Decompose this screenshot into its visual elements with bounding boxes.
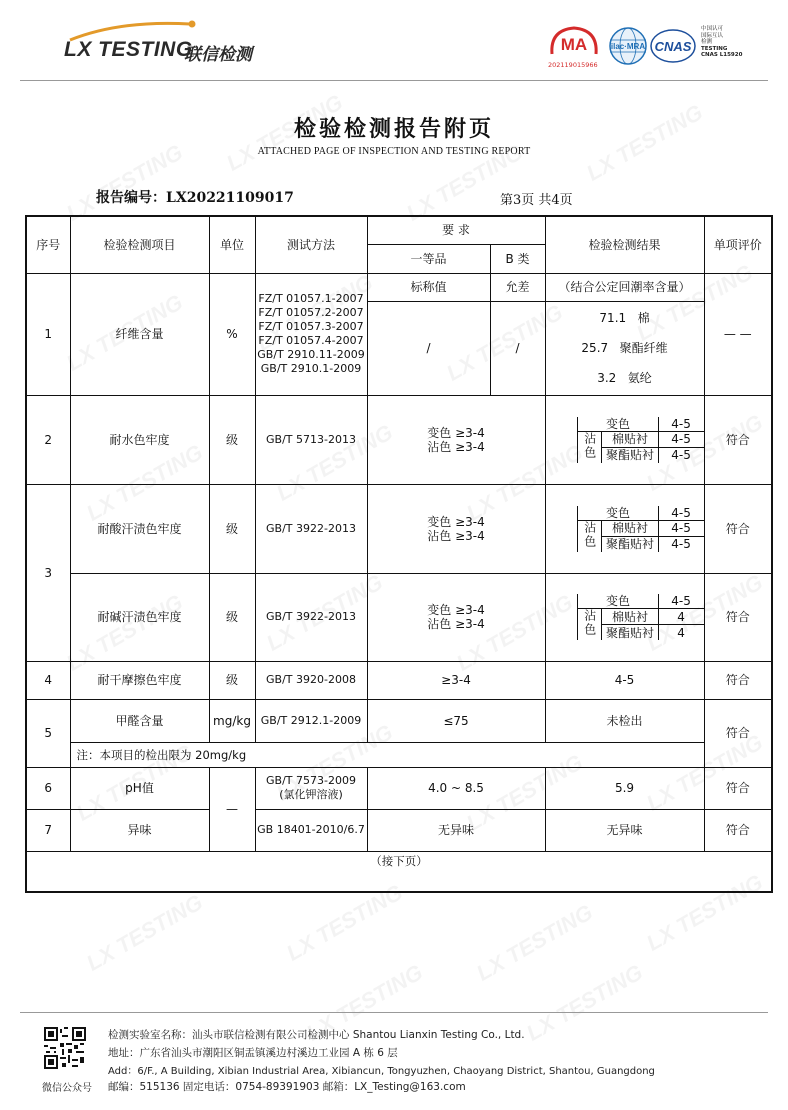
footer-address-en: Add：6/F., A Building, Xibian Industrial Area, Xibiancun, Tongyuzhen, Chaoyang District, Shantou, Guangdong	[108, 1066, 655, 1077]
continued-note: （接下页）	[26, 851, 772, 892]
fiber-unit: %	[209, 273, 255, 395]
header-seq: 序号	[26, 216, 70, 273]
header-divider	[20, 80, 768, 81]
fiber-methods: FZ/T 01057.1-2007 FZ/T 01057.2-2007 FZ/T 01057.3-2007 FZ/T 01057.4-2007 GB/T 2910.11-2009 GB/T 2910.1-2009	[255, 273, 367, 395]
page-info: 第3页 共4页	[500, 193, 573, 208]
fiber-tolerance-label: 允差	[490, 273, 545, 301]
colorfast-row-water: 2 耐水色牢度 级 GB/T 5713-2013 变色 ≥3-4 沾色 ≥3-4 变色 4-5 沾色 棉贴衬 4-5 聚酯贴衬 4-5 符合	[26, 395, 772, 484]
watermark-text	[522, 959, 647, 1046]
fiber-result-label: （结合公定回潮率含量）	[545, 273, 704, 301]
header-result: 检验检测结果	[545, 216, 704, 273]
odor-row: 7 异味 GB 18401-2010/6.7 无异味 无异味 符合	[26, 809, 772, 851]
formaldehyde-row: 5 甲醛含量 mg/kg GB/T 2912.1-2009 ≤75 未检出 符合	[26, 699, 772, 742]
formaldehyde-note: 注：本项目的检出限为 20mg/kg	[70, 742, 704, 767]
colorfast-result-cell: 变色 4-5 沾色 棉贴衬 4-5 聚酯贴衬 4-5	[545, 484, 704, 573]
fiber-result-item: 25.7 聚酯纤维	[581, 341, 668, 355]
svg-text:CNAS: CNAS	[654, 39, 692, 54]
wechat-qr-code-icon	[44, 1027, 86, 1069]
svg-text:ilac·MRA: ilac·MRA	[610, 42, 646, 51]
header-requirement: 要 求	[367, 216, 545, 244]
header-gradeB: B 类	[490, 244, 545, 273]
cnas-caption: 中国认可 国际互认 检测 TESTING CNAS L15920	[701, 26, 743, 59]
report-number-value: LX20221109017	[166, 190, 294, 206]
report-number-label: 报告编号：	[96, 190, 166, 206]
fiber-tolerance: /	[490, 301, 545, 395]
company-logo-text: LX TESTING	[64, 38, 193, 61]
results-table	[25, 215, 773, 893]
fiber-nominal: /	[367, 301, 490, 395]
ilac-globe-icon	[608, 26, 648, 66]
report-subtitle: ATTACHED PAGE OF INSPECTION AND TESTING REPORT	[257, 146, 531, 157]
footer-lab: 检测实验室名称：汕头市联信检测有限公司检测中心 Shantou Lianxin Testing Co., Ltd.	[108, 1029, 525, 1041]
header-unit: 单位	[209, 216, 255, 273]
cma-mark	[548, 26, 600, 69]
colorfast-row-alkali: 耐碱汗渍色牢度 级 GB/T 3922-2013 变色 ≥3-4 沾色 ≥3-4 变色 4-5 沾色 棉贴衬 4 聚酯贴衬 4 符合	[26, 573, 772, 661]
colorfast-result-cell: 变色 4-5 沾色 棉贴衬 4 聚酯贴衬 4	[545, 573, 704, 661]
ph-row: 6 pH值 — GB/T 7573-2009 (氯化钾溶液) 4.0 ~ 8.5 5.9 符合	[26, 767, 772, 809]
header-eval: 单项评价	[704, 216, 772, 273]
rub-row: 4 耐干摩擦色牢度 级 GB/T 3920-2008 ≥3-4 4-5 符合	[26, 661, 772, 699]
fiber-result-item: 3.2 氨纶	[597, 371, 652, 385]
header-item: 检验检测项目	[70, 216, 209, 273]
header-method: 测试方法	[255, 216, 367, 273]
footer-address-cn: 地址：广东省汕头市潮阳区铜盂镇溪边村溪边工业园 A 栋 6 层	[108, 1047, 398, 1059]
watermark-text	[82, 889, 207, 976]
svg-text:MA: MA	[560, 35, 588, 54]
fiber-seq: 1	[26, 273, 70, 395]
fiber-nominal-label: 标称值	[367, 273, 490, 301]
watermark-text	[472, 899, 597, 986]
ph-odor-unit: —	[209, 767, 255, 851]
cma-number: 202119015966	[548, 61, 598, 69]
cnas-logo-icon	[650, 28, 696, 64]
cnas-mark	[650, 28, 696, 68]
ilac-mark	[608, 26, 648, 70]
header-grade1: 一等品	[367, 244, 490, 273]
colorfast-row-acid: 3 耐酸汗渍色牢度 级 GB/T 3922-2013 变色 ≥3-4 沾色 ≥3-4 变色 4-5 沾色 棉贴衬 4-5 聚酯贴衬 4-5 符合	[26, 484, 772, 573]
fiber-results	[545, 301, 704, 395]
company-logo-cn: 联信检测	[184, 45, 252, 65]
wechat-label: 微信公众号	[42, 1083, 92, 1094]
colorfast-result-cell: 变色 4-5 沾色 棉贴衬 4-5 聚酯贴衬 4-5	[545, 395, 704, 484]
fiber-eval: — —	[704, 273, 772, 395]
footer-contact: 邮编：515136 固定电话：0754-89391903 邮箱：LX_Testing@163.com	[108, 1081, 466, 1093]
fiber-item: 纤维含量	[70, 273, 209, 395]
report-number	[96, 187, 294, 207]
footer-divider	[20, 1012, 768, 1013]
fiber-result-item: 71.1 棉	[599, 311, 650, 325]
cma-logo-icon	[548, 26, 600, 56]
report-title: 检验检测报告附页	[293, 116, 494, 142]
